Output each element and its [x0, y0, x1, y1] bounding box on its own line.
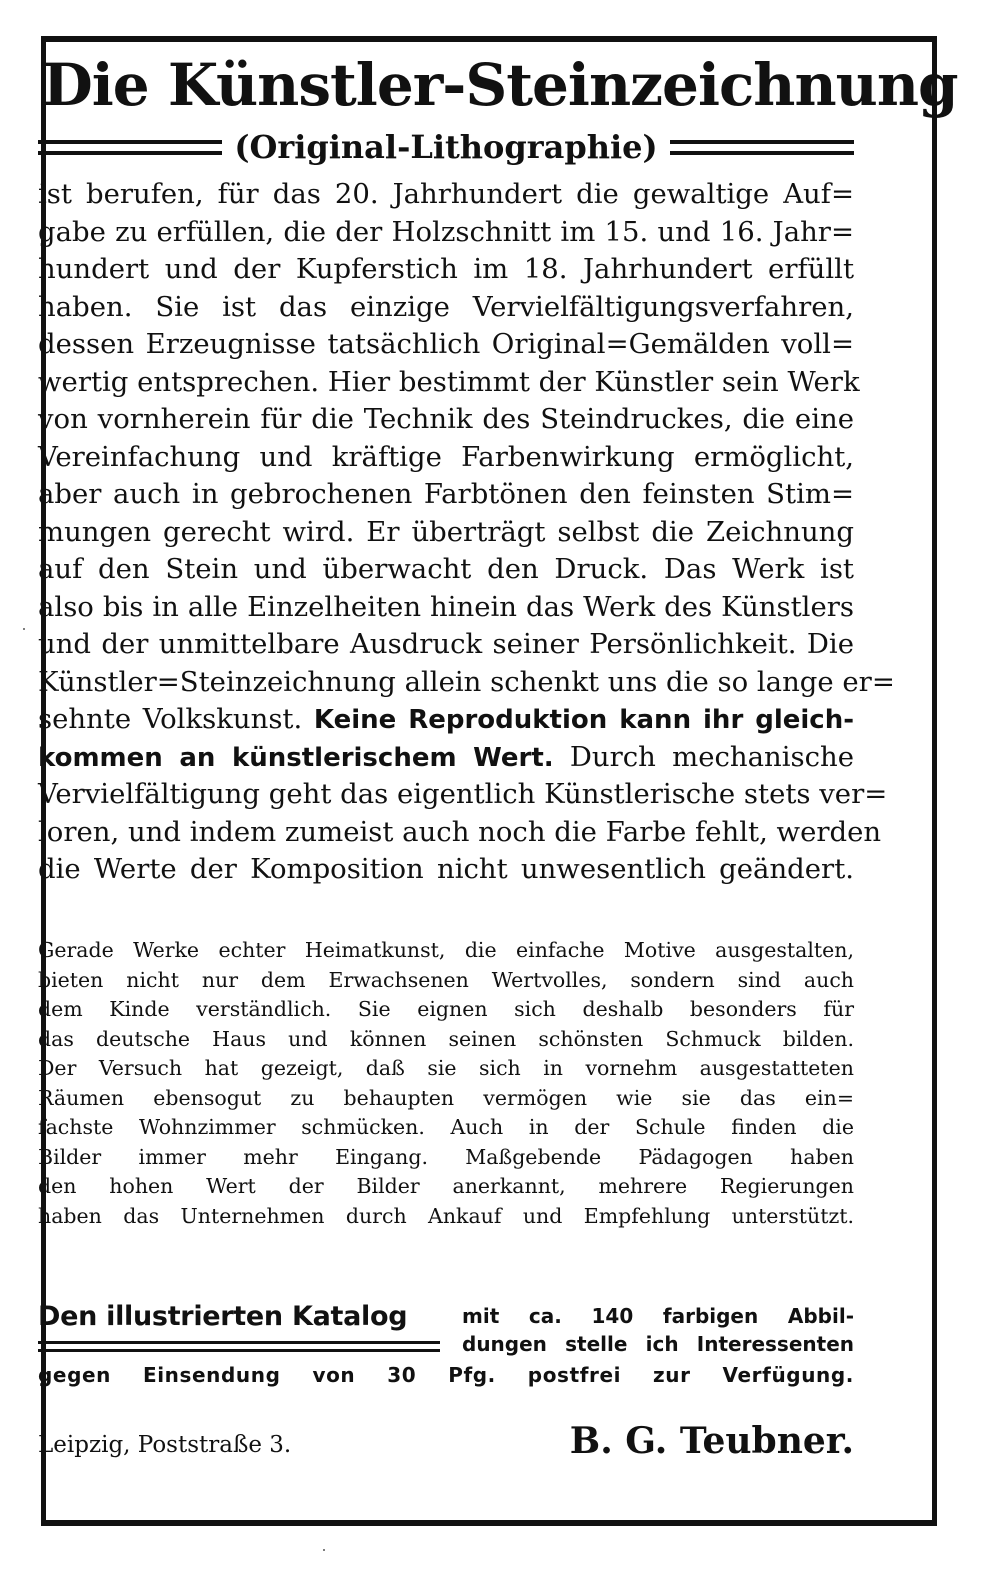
footer — [38, 1418, 854, 1468]
emphasis-segment: kommen an künstlerischem Wert. — [38, 742, 554, 773]
document-subtitle: (Original-Lithographie) — [234, 128, 658, 166]
print-speck — [323, 1549, 325, 1551]
text-line: Vereinfachung und kräftige Farbenwirkung ermöglicht, — [38, 440, 854, 473]
publisher-address: Leipzig, Poststraße 3. — [38, 1432, 292, 1458]
text-line: Künstler=Steinzeichnung allein schenkt uns die so lange er= — [38, 665, 895, 698]
text-line: Räumen ebensogut zu behaupten vermögen wie sie das ein= — [38, 1085, 854, 1110]
text-line: loren, und indem zumeist auch noch die Farbe fehlt, werden — [38, 815, 882, 848]
text-line: und der unmittelbare Ausdruck seiner Persönlichkeit. Die — [38, 628, 854, 660]
catalog-notice — [38, 1298, 854, 1408]
text-line: Der Versuch hat gezeigt, daß sie sich in vornehm ausgestatteten — [38, 1056, 854, 1080]
publisher-name: B. G. Teubner. — [569, 1420, 854, 1462]
double-rule-left — [38, 140, 222, 155]
text-line: haben. Sie ist das einzige Vervielfältigungsverfahren, — [38, 290, 854, 323]
text-line-mixed — [38, 739, 854, 777]
text-line: Gerade Werke echter Heimatkunst, die einfache Motive ausgestalten, — [38, 938, 854, 962]
text-line: von vornherein für die Technik des Steindruckes, die eine — [38, 403, 854, 435]
text-line: auf den Stein und überwacht den Druck. Das Werk ist — [38, 553, 854, 585]
catalog-double-underline — [38, 1341, 440, 1352]
text-line: wertig entsprechen. Hier bestimmt der Künstler sein Werk — [38, 365, 860, 398]
catalog-details — [462, 1302, 854, 1358]
text-line: Vervielfältigung geht das eigentlich Künstlerische stets ver= — [38, 778, 888, 810]
text-line: aber auch in gebrochenen Farbtönen den feinsten Stim= — [38, 478, 854, 510]
text-line: haben das Unternehmen durch Ankauf und Empfehlung unterstützt. — [38, 1203, 854, 1228]
double-rule-right — [670, 140, 854, 155]
catalog-heading: Den illustrierten Katalog — [38, 1301, 408, 1332]
text-line: hundert und der Kupferstich im 18. Jahrhundert erfüllt — [38, 253, 854, 285]
text-line: mit ca. 140 farbigen Abbil- — [462, 1304, 854, 1328]
subtitle-row — [38, 125, 854, 169]
text-line: dem Kinde verständlich. Sie eignen sich deshalb besonders für — [38, 997, 854, 1021]
text-line: bieten nicht nur dem Erwachsenen Wertvolles, sondern sind auch — [38, 967, 854, 992]
text-line: dessen Erzeugnisse tatsächlich Original=Gemälden voll= — [38, 328, 854, 360]
catalog-offer-line: gegen Einsendung von 30 Pfg. postfrei zur Verfügung. — [38, 1363, 854, 1387]
emphasis-segment: Keine Reproduktion kann ihr gleich- — [313, 705, 854, 735]
text-line: mungen gerecht wird. Er überträgt selbst die Zeichnung — [38, 515, 854, 548]
print-speck — [23, 628, 25, 630]
text-line: dungen stelle ich Interessenten — [462, 1332, 854, 1356]
main-paragraph — [38, 176, 895, 889]
text-line: den hohen Wert der Bilder anerkannt, mehrere Regierungen — [38, 1174, 854, 1198]
text-segment: Durch mechanische — [569, 740, 854, 773]
text-line: fachste Wohnzimmer schmücken. Auch in der Schule finden die — [38, 1115, 854, 1139]
text-line: Bilder immer mehr Eingang. Maßgebende Pädagogen haben — [38, 1144, 854, 1169]
text-line: ist berufen, für das 20. Jahrhundert die gewaltige Auf= — [38, 178, 854, 210]
text-line-mixed — [38, 701, 854, 739]
text-line: also bis in alle Einzelheiten hinein das Werk des Künstlers — [38, 590, 854, 623]
text-segment: sehnte Volkskunst. — [38, 703, 303, 735]
secondary-paragraph — [38, 936, 854, 1231]
text-line: die Werte der Komposition nicht unwesentlich geändert. — [38, 853, 854, 885]
document-title: Die Künstler-Steinzeichnung — [42, 51, 958, 119]
text-line: das deutsche Haus und können seinen schönsten Schmuck bilden. — [38, 1026, 854, 1051]
text-line: gabe zu erfüllen, die der Holzschnitt im 15. und 16. Jahr= — [38, 215, 854, 248]
